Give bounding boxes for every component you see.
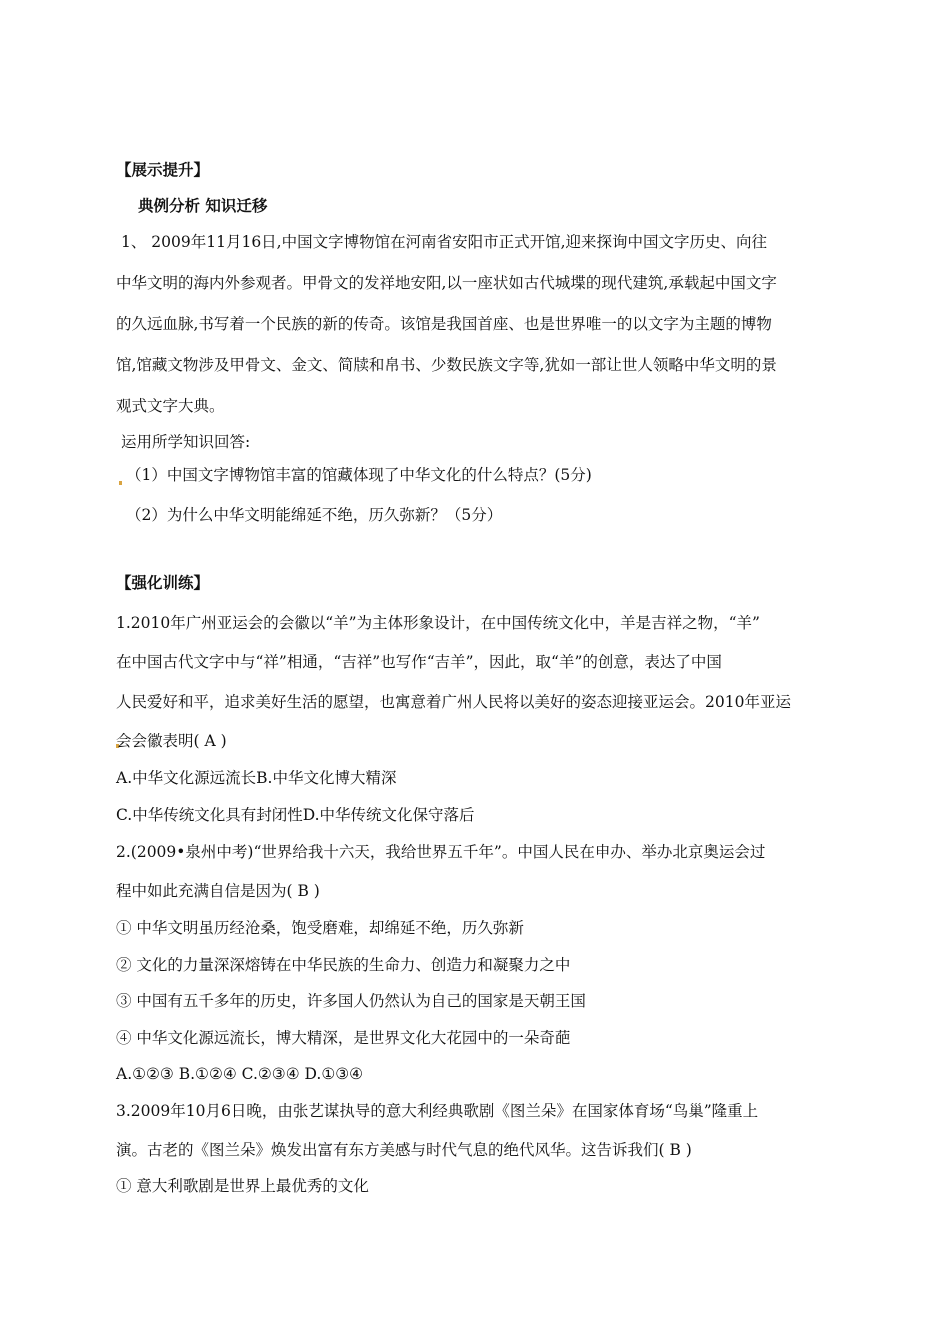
sub-question-1: （1）中国文字博物馆丰富的馆藏体现了中华文化的什么特点？(5分) (126, 466, 592, 484)
statement-item: ④ 中华文化源远流长，博大精深，是世界文化大花园中的一朵奇葩 (116, 1029, 571, 1047)
question-line: 人民爱好和平，追求美好生活的愿望，也寓意着广州人民将以美好的姿态迎接亚运会。2010年亚运 (116, 693, 791, 711)
statement-item: ② 文化的力量深深熔铸在中华民族的生命力、创造力和凝聚力之中 (116, 956, 571, 974)
question-line: 3.2009年10月6日晚，由张艺谋执导的意大利经典歌剧《图兰朵》在国家体育场“鸟巢”隆重上 (116, 1102, 759, 1120)
paragraph-line: 馆,馆藏文物涉及甲骨文、金文、简牍和帛书、少数民族文字等,犹如一部让世人领略中华文明的景 (116, 356, 777, 374)
subheading-example: 典例分析 知识迁移 (138, 197, 268, 215)
question-line: 演。古老的《图兰朵》焕发出富有东方美感与时代气息的绝代风华。这告诉我们( B ) (116, 1141, 692, 1159)
question-line: 在中国古代文字中与“祥”相通，“吉祥”也写作“吉羊”，因此，取“羊”的创意，表达了中国 (116, 653, 722, 671)
option-line: A.①②③ B.①②④ C.②③④ D.①③④ (116, 1065, 364, 1083)
question-line: 1.2010年广州亚运会的会徽以“羊”为主体形象设计，在中国传统文化中，羊是吉祥之物，“羊” (116, 614, 760, 632)
paragraph-line: 1、 2009年11月16日,中国文字博物馆在河南省安阳市正式开馆,迎来探询中国文字历史、向往 (121, 233, 768, 251)
section-heading-show: 【展示提升】 (116, 161, 210, 179)
sub-question-2: （2）为什么中华文明能绵延不绝，历久弥新？（5分） (126, 506, 503, 524)
paragraph-line: 的久远血脉,书写着一个民族的新的传奇。该馆是我国首座、也是世界唯一的以文字为主题的博物 (116, 315, 772, 333)
question-line: 程中如此充满自信是因为( B ) (116, 882, 320, 900)
section-heading-train: 【强化训练】 (116, 574, 210, 592)
question-line: 会会徽表明( A ) (116, 732, 227, 750)
option-line: C.中华传统文化具有封闭性D.中华传统文化保守落后 (116, 806, 475, 824)
statement-item: ③ 中国有五千多年的历史，许多国人仍然认为自己的国家是天朝王国 (116, 992, 586, 1010)
option-line: A.中华文化源远流长B.中华文化博大精深 (116, 769, 397, 787)
statement-item: ① 中华文明虽历经沧桑，饱受磨难，却绵延不绝，历久弥新 (116, 919, 524, 937)
question-line: 2.(2009•泉州中考)“世界给我十六天，我给世界五千年”。中国人民在申办、举办北京奥运会过 (116, 843, 766, 861)
edit-mark (119, 481, 122, 485)
paragraph-line: 观式文字大典。 (116, 397, 225, 415)
paragraph-line: 中华文明的海内外参观者。甲骨文的发祥地安阳,以一座状如古代城堞的现代建筑,承载起中国文字 (116, 274, 777, 292)
statement-item: ① 意大利歌剧是世界上最优秀的文化 (116, 1177, 369, 1195)
answer-prompt: 运用所学知识回答: (121, 433, 251, 451)
